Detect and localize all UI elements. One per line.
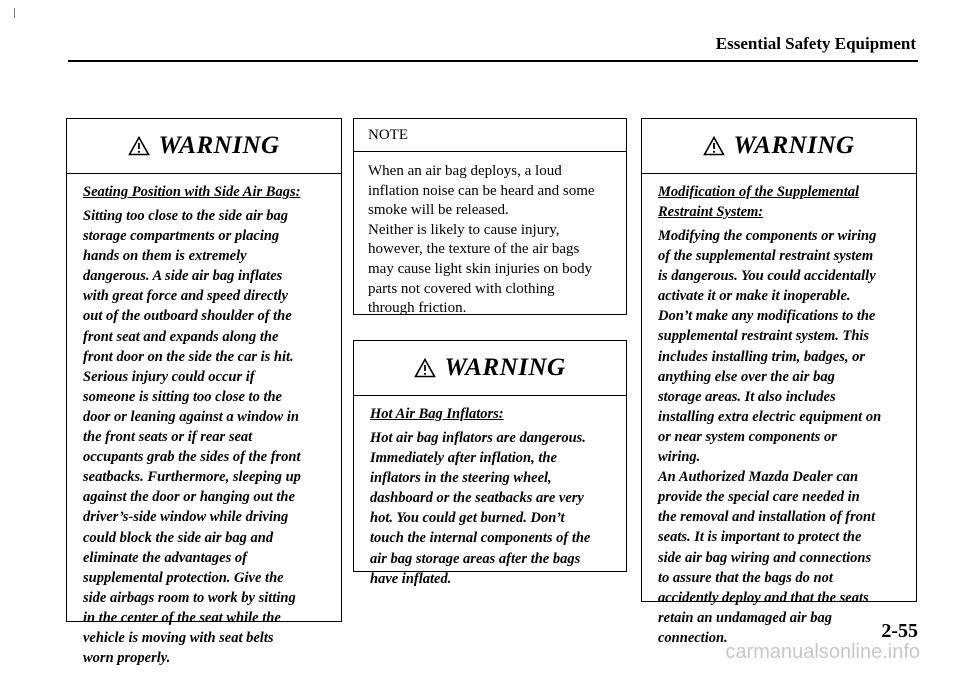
warning-triangle-icon	[414, 358, 436, 378]
warning-triangle-icon	[703, 136, 725, 156]
note-body: When an air bag deploys, a loud inflation noise can be heard and some smoke will be released. Neither is likely to cause injury, however, the texture of the air bags may cause light skin injuries on body parts not covered with clothing through friction.	[368, 163, 595, 317]
warning-title: WARNING	[733, 132, 855, 159]
warning-body: Modifying the components or wiring of the supplemental restraint system is dangerous. You could accidentally activate it or make it inoperable. Don’t make any modifications to the supplemental restraint system. This includes installing trim, badges, or anything else over the air bag storage areas. It also includes installing extra electric equipment on or near system components or wiring. An Authorized Mazda Dealer can provide the special care needed in the removal and installation of front seats. It is important to protect the side air bag wiring and connections to assure that the bags do not accidently deploy and that the seats retain an undamaged air bag connection.	[658, 228, 882, 646]
note-box	[353, 118, 627, 315]
scan-corner-mark	[14, 8, 16, 18]
warning-subtitle: Hot Air Bag Inflators:	[370, 406, 504, 422]
warning-box-hot-inflators	[353, 340, 627, 587]
warning-box-seating-position	[66, 118, 342, 667]
page-header-title: Essential Safety Equipment	[715, 34, 916, 53]
warning-title: WARNING	[444, 354, 566, 381]
page-number: 2-55	[881, 620, 918, 642]
warning-body: Hot air bag inflators are dangerous. Immediately after inflation, the inflators in the steering wheel, dashboard or the seatbacks are very hot. You could get burned. Don’t touch the internal components of the air bag storage areas after the bags have inflated.	[370, 430, 591, 587]
warning-header	[642, 119, 916, 174]
watermark: carmanualsonline.info	[725, 641, 920, 663]
header-rule	[68, 60, 918, 62]
warning-header	[354, 341, 626, 396]
warning-header	[67, 119, 341, 174]
warning-subtitle: Modification of the Supplemental Restraint System:	[658, 184, 859, 220]
warning-triangle-icon	[128, 136, 150, 156]
warning-subtitle: Seating Position with Side Air Bags:	[83, 184, 301, 200]
warning-title: WARNING	[158, 132, 280, 159]
warning-body: Sitting too close to the side air bag storage compartments or placing hands on them is extremely dangerous. A side air bag inflates with great force and speed directly out of the outboard shoulder of the front seat and expands along the front door on the side the car is hit. Serious injury could occur if someone is sitting too close to the door or leaning against a window in the front seats or if rear seat occupants grab the sides of the front seatbacks. Furthermore, sleeping up against the door or hanging out the driver’s-side window while driving could block the side air bag and eliminate the advantages of supplemental protection. Give the side airbags room to work by sitting in the center of the seat while the vehicle is moving with seat belts worn properly.	[83, 208, 301, 667]
note-header: NOTE	[354, 119, 626, 152]
